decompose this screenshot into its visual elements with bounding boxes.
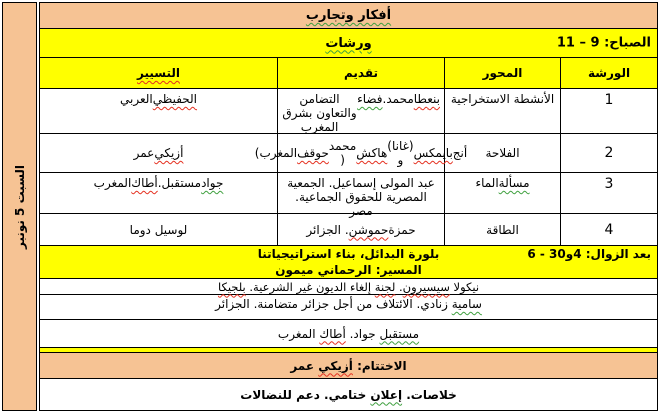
- cell-axis: [444, 214, 560, 245]
- text-segment: المحور: [482, 66, 523, 80]
- date-label: السبت 5 نونبر: [12, 164, 27, 249]
- text-segment: أطاك: [131, 176, 158, 190]
- text-segment: الاختتام:: [352, 358, 407, 373]
- text-segment: المسير: الرحماني ميمون: [275, 263, 422, 277]
- text-segment: الأنشطة الاستخراجية: [450, 92, 555, 106]
- text-segment: مسألة: [498, 176, 530, 190]
- final-text: [240, 388, 456, 402]
- text-segment: (غانا) و: [387, 139, 414, 167]
- program-table: [39, 2, 658, 411]
- table-row: [40, 173, 657, 218]
- cell-facilitation: [40, 173, 277, 213]
- text-segment: التسيير: [137, 66, 180, 80]
- text-segment: الطاقة: [486, 222, 519, 237]
- column-header-workshop: [560, 58, 657, 88]
- morning-time-label: الصباح: 9 – 11: [556, 35, 651, 51]
- final-row: [40, 379, 657, 410]
- afternoon-time-label: بعد الزوال: 4و30 - 6: [527, 247, 651, 261]
- text-segment: سيسيرون: [402, 279, 450, 294]
- text-segment: ورشات: [325, 35, 372, 51]
- text-segment: إعلان: [370, 387, 403, 402]
- text-segment: لوسيل دوما: [129, 222, 188, 237]
- cell-presentation: [277, 89, 444, 133]
- text-segment: بلورة البدائل، بناء استراتيجياتنا: [257, 247, 440, 261]
- text-segment: هاكش: [356, 146, 388, 160]
- cell-axis: [444, 173, 560, 213]
- text-segment: بايمكس: [413, 146, 453, 160]
- text-segment: لجنة: [374, 279, 396, 294]
- table-row: [40, 134, 657, 173]
- text-segment: بنعطا: [413, 92, 440, 106]
- text-segment: محمد.: [382, 92, 414, 106]
- speaker-row: [40, 279, 657, 295]
- page-title: [306, 8, 391, 23]
- speaker-text: [215, 297, 482, 311]
- text-segment: عبد المولى إسماعيل. الجمعية المصرية للحقوق الجماعية. مصر: [287, 176, 435, 218]
- title-row: [40, 3, 657, 29]
- text-segment: تقديم: [344, 66, 378, 80]
- cell-axis: [444, 89, 560, 133]
- text-segment: الفلاحة: [485, 146, 520, 160]
- cell-presentation: [277, 214, 444, 245]
- column-header-axis: [444, 58, 560, 88]
- workshops-title: [325, 36, 371, 51]
- text-segment: جواد.: [345, 326, 380, 341]
- cell-workshop-number: 2: [560, 134, 657, 172]
- text-segment: .: [395, 279, 403, 294]
- text-segment: حمزة: [388, 222, 416, 237]
- closing-row: [40, 353, 657, 379]
- column-header-presentation: [277, 58, 444, 88]
- table-header-row: [40, 58, 657, 89]
- text-segment: أزيكي: [318, 358, 353, 373]
- text-segment: التضامن والتعاون بشرق المغرب: [282, 92, 357, 134]
- text-segment: الحفيظي: [152, 92, 198, 106]
- cell-facilitation: [40, 134, 277, 172]
- text-segment: زنادي. الائتلاف من أجل جزائر متضامنة. الجزائر: [215, 297, 452, 311]
- cell-facilitation: [40, 89, 277, 133]
- cell-presentation: [254, 134, 468, 172]
- cell-presentation: [277, 173, 444, 218]
- date-sidebar: [2, 2, 37, 411]
- text-segment: جواد: [201, 176, 224, 190]
- closing-text: [290, 359, 406, 373]
- text-segment: بلجيكا: [217, 279, 246, 294]
- table-row: [40, 89, 657, 134]
- text-segment: المغرب: [93, 176, 132, 190]
- text-segment: أزيكي: [154, 146, 184, 160]
- text-segment: العربي: [119, 92, 153, 106]
- text-segment: حموشن: [348, 222, 389, 237]
- speaker-text: [278, 327, 419, 341]
- text-segment: خلاصات.: [402, 387, 457, 402]
- text-segment: إلغاء الديون غير الشرعية.: [245, 279, 375, 294]
- text-segment: عمر: [290, 358, 319, 373]
- text-segment: الورشة: [587, 66, 631, 80]
- text-segment: نيكولا: [449, 279, 480, 294]
- cell-workshop-number: 4: [560, 214, 657, 245]
- afternoon-session-row: [40, 246, 657, 279]
- text-segment: عمر: [133, 146, 155, 160]
- text-segment: الماء: [475, 176, 499, 190]
- afternoon-moderator: [275, 263, 421, 277]
- speaker-row: [40, 320, 657, 348]
- column-header-facilitation: [40, 58, 277, 88]
- speaker-text: [218, 280, 479, 294]
- morning-session-row: [40, 29, 657, 58]
- text-segment: أطاك: [319, 326, 346, 341]
- speaker-row: [40, 295, 657, 320]
- table-row: [40, 214, 657, 246]
- text-segment: أفكار وتجارب: [305, 8, 392, 23]
- text-segment: سامية: [451, 297, 482, 311]
- text-segment: مستقبل: [379, 326, 420, 341]
- text-segment: فضاء: [357, 92, 383, 106]
- text-segment: أنج: [452, 146, 468, 160]
- text-segment: حوقف: [297, 146, 329, 160]
- cell-workshop-number: 3: [560, 173, 657, 213]
- cell-facilitation: [40, 214, 277, 245]
- cell-workshop-number: 1: [560, 89, 657, 133]
- text-segment: ختامي. دعم للنضالات: [240, 387, 371, 402]
- text-segment: المغرب): [254, 146, 298, 160]
- text-segment: محمد (: [328, 139, 357, 167]
- afternoon-title: [258, 247, 440, 261]
- text-segment: . الجزائر: [306, 222, 349, 237]
- text-segment: المغرب: [277, 326, 320, 341]
- text-segment: مستقبل.: [157, 176, 202, 190]
